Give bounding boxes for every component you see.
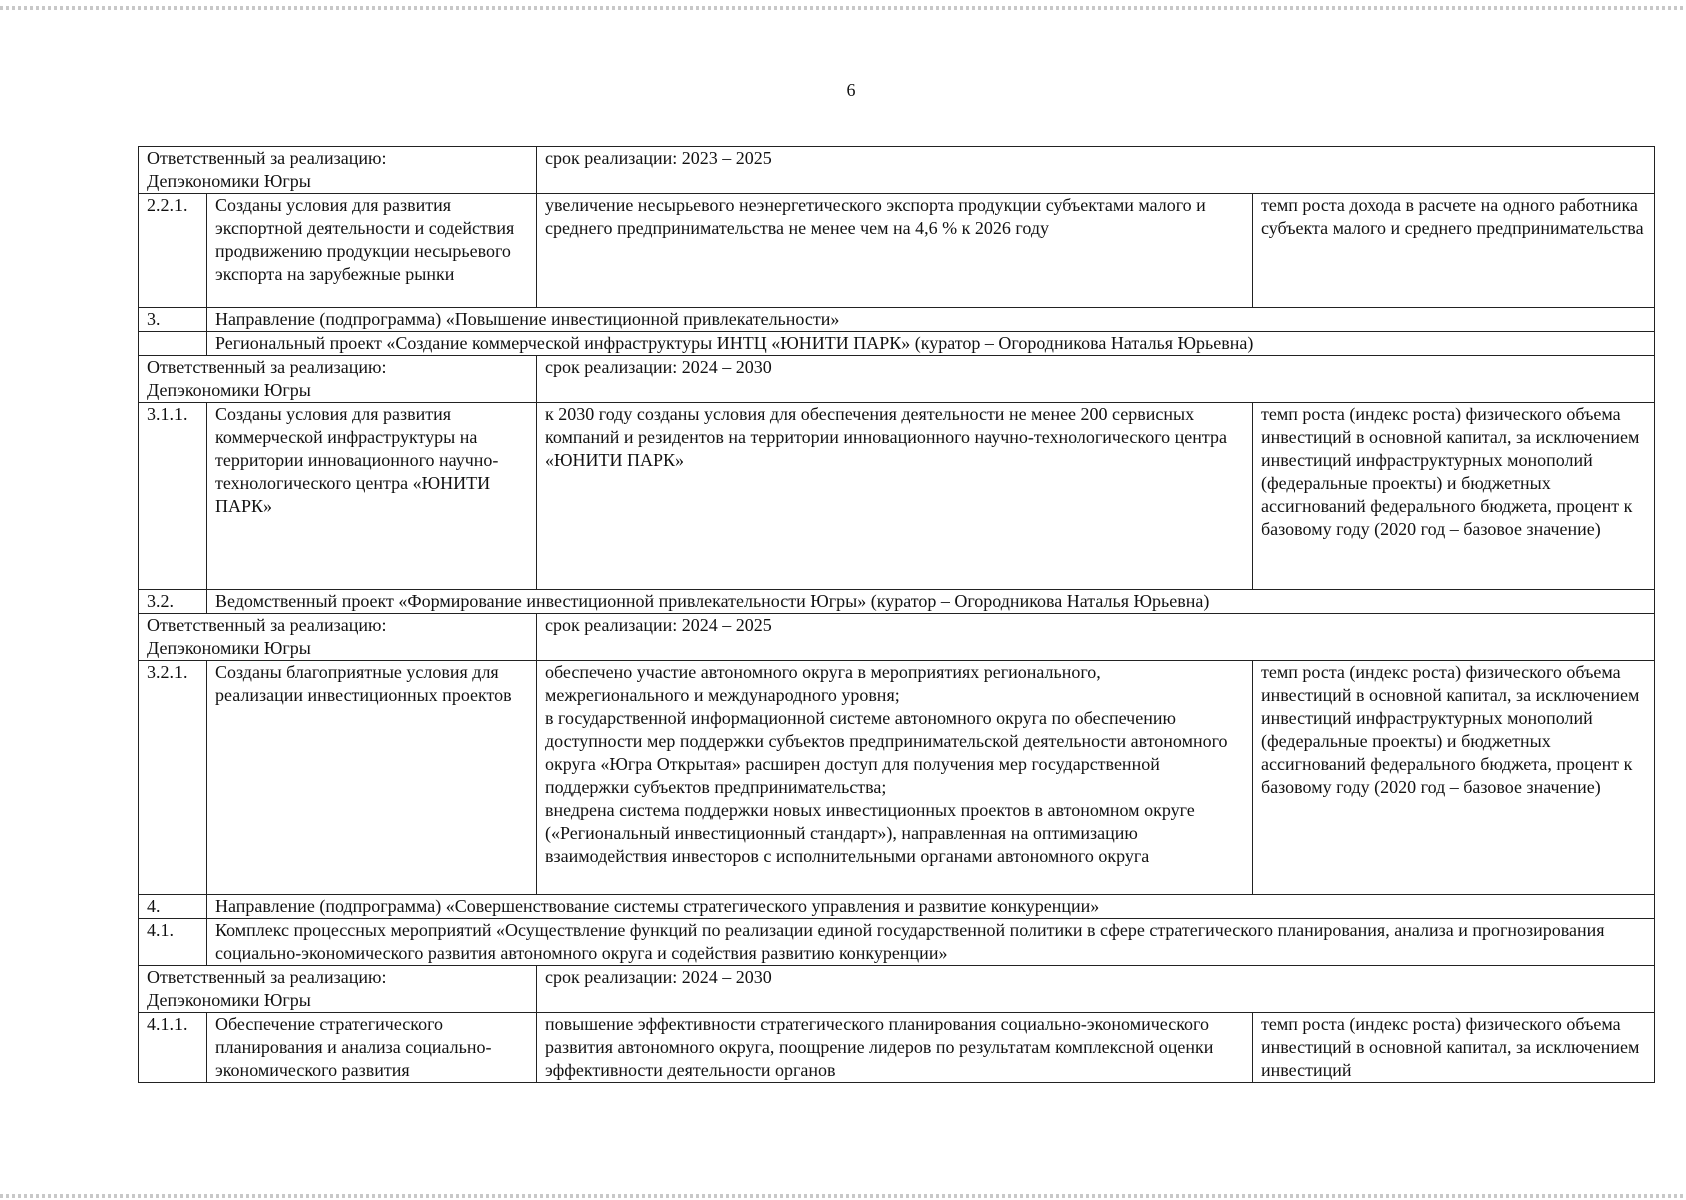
table-row [139, 919, 1655, 966]
complex-title: Комплекс процессных мероприятий «Осуществление функций по реализации единой государственной политики в сфере стратегического планирования, анализа и прогнозирования социально-экономического развития автономного округа и содействия развитию конкуренции» [207, 919, 1655, 966]
term-cell: срок реализации: 2024 – 2030 [537, 356, 1655, 403]
row-number: 3. [139, 308, 207, 332]
table-row [139, 1013, 1655, 1083]
effect-cell: повышение эффективности стратегического планирования социально-экономического развития автономного округа, поощрение лидеров по результатам комплексной оценки эффективности деятельности органов [537, 1013, 1253, 1083]
term-cell: срок реализации: 2024 – 2025 [537, 614, 1655, 661]
row-number: 3.2.1. [139, 661, 207, 895]
effect-cell: увеличение несырьевого неэнергетического экспорта продукции субъектами малого и среднего предпринимательства не менее чем на 4,6 % к 2026 году [537, 194, 1253, 308]
responsible-cell: Ответственный за реализацию: Депэкономики Югры [139, 147, 537, 194]
table-row [139, 590, 1655, 614]
table-row [139, 147, 1655, 194]
row-number: 4. [139, 895, 207, 919]
section-title: Направление (подпрограмма) «Совершенствование системы стратегического управления и развитие конкуренции» [207, 895, 1655, 919]
effect-cell: обеспечено участие автономного округа в мероприятиях регионального, межрегионального и международного уровня; в государственной информационной системе автономного округа по обеспечению доступности мер поддержки субъектов предпринимательской деятельности автономного округа «Югра Открытая» расширен доступ для получения мер государственной поддержки субъектов предпринимательства; внедрена система поддержки новых инвестиционных проектов в автономном округе («Региональный инвестиционный стандарт»), направленная на оптимизацию взаимодействия инвесторов с исполнительными органами автономного округа [537, 661, 1253, 895]
row-number: 2.2.1. [139, 194, 207, 308]
responsible-cell: Ответственный за реализацию: Депэкономики Югры [139, 966, 537, 1013]
project-title: Региональный проект «Создание коммерческой инфраструктуры ИНТЦ «ЮНИТИ ПАРК» (куратор – Огородникова Наталья Юрьевна) [207, 332, 1655, 356]
task-cell: Обеспечение стратегического планирования и анализа социально-экономического развития [207, 1013, 537, 1083]
task-cell: Созданы благоприятные условия для реализации инвестиционных проектов [207, 661, 537, 895]
scan-edge-top [0, 6, 1686, 10]
indicator-cell: темп роста дохода в расчете на одного работника субъекта малого и среднего предпринимательства [1253, 194, 1655, 308]
table-row [139, 661, 1655, 895]
table-row [139, 614, 1655, 661]
term-cell: срок реализации: 2023 – 2025 [537, 147, 1655, 194]
row-number: 4.1. [139, 919, 207, 966]
row-number: 4.1.1. [139, 1013, 207, 1083]
row-number [139, 332, 207, 356]
indicator-cell: темп роста (индекс роста) физического объема инвестиций в основной капитал, за исключением инвестиций инфраструктурных монополий (федеральные проекты) и бюджетных ассигнований федерального бюджета, процент к базовому году (2020 год – базовое значение) [1253, 661, 1655, 895]
scan-edge-bottom [0, 1194, 1686, 1198]
task-cell: Созданы условия для развития коммерческой инфраструктуры на территории инновационного научно-технологического центра «ЮНИТИ ПАРК» [207, 403, 537, 590]
term-cell: срок реализации: 2024 – 2030 [537, 966, 1655, 1013]
row-number: 3.2. [139, 590, 207, 614]
table-row [139, 308, 1655, 332]
responsible-cell: Ответственный за реализацию: Депэкономики Югры [139, 614, 537, 661]
project-title: Ведомственный проект «Формирование инвестиционной привлекательности Югры» (куратор – Огородникова Наталья Юрьевна) [207, 590, 1655, 614]
program-table [138, 146, 1655, 1083]
effect-cell: к 2030 году созданы условия для обеспечения деятельности не менее 200 сервисных компаний и резидентов на территории инновационного научно-технологического центра «ЮНИТИ ПАРК» [537, 403, 1253, 590]
page-number: 6 [846, 80, 856, 100]
table-row [139, 194, 1655, 308]
table-row [139, 403, 1655, 590]
task-cell: Созданы условия для развития экспортной деятельности и содействия продвижению продукции несырьевого экспорта на зарубежные рынки [207, 194, 537, 308]
indicator-cell: темп роста (индекс роста) физического объема инвестиций в основной капитал, за исключением инвестиций инфраструктурных монополий (федеральные проекты) и бюджетных ассигнований федерального бюджета, процент к базовому году (2020 год – базовое значение) [1253, 403, 1655, 590]
row-number: 3.1.1. [139, 403, 207, 590]
table-row [139, 966, 1655, 1013]
section-title: Направление (подпрограмма) «Повышение инвестиционной привлекательности» [207, 308, 1655, 332]
table-row [139, 332, 1655, 356]
table-row [139, 895, 1655, 919]
table-row [139, 356, 1655, 403]
responsible-cell: Ответственный за реализацию: Депэкономики Югры [139, 356, 537, 403]
indicator-cell: темп роста (индекс роста) физического объема инвестиций в основной капитал, за исключением инвестиций [1253, 1013, 1655, 1083]
